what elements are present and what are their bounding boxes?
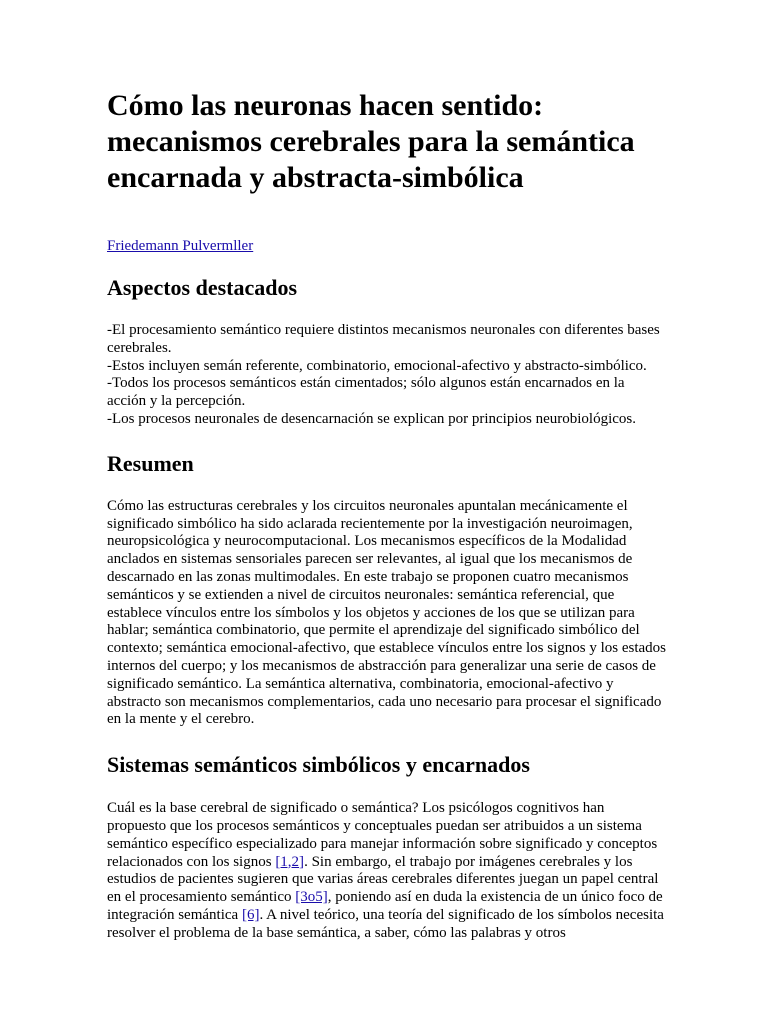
article bbox=[107, 88, 667, 943]
author-link[interactable]: Friedemann Pulvermller bbox=[107, 238, 254, 254]
highlight-item: -El procesamiento semántico requiere distintos mecanismos neuronales con diferentes bases cerebrales. bbox=[107, 322, 660, 356]
article-title: Cómo las neuronas hacen sentido: mecanismos cerebrales para la semántica encarnada y abstracta-simbólica bbox=[107, 89, 635, 194]
highlight-item: -Todos los procesos semánticos están cimentados; sólo algunos están encarnados en la acción y la percepción. bbox=[107, 375, 625, 410]
author-line bbox=[107, 237, 667, 255]
section-text: , poniendo así en duda la existencia de un único foco de integración semántica bbox=[107, 889, 663, 923]
citation-link[interactable]: [1,2] bbox=[275, 853, 305, 870]
abstract-heading: Resumen bbox=[107, 450, 194, 476]
highlights-heading: Aspectos destacados bbox=[107, 275, 298, 300]
highlight-item: -Estos incluyen semán referente, combinatorio, emocional-afectivo y abstracto-simbólico. bbox=[107, 357, 647, 374]
abstract-text: Cómo las estructuras cerebrales y los circuitos neuronales apuntalan mecánicamente el significado simbólico ha sido aclarada recientemente por la investigación neuroimagen, neuropsicológica y neurocomputacional. Los mecanismos específicos de la Modalidad anclados en sistemas sensoriales parecen ser relevantes, al igual que los mecanismos de descarnado en las zonas multimodales. En este trabajo se proponen cuatro mecanismos semánticos y se extienden a nivel de circuitos neuronales: semántica referencial, que establece vínculos entre los símbolos y los objetos y acciones de los que se utilizan para hablar; semántica combinatorio, que permite el aprendizaje del significado simbólico del contexto; semántica emocional-afectivo, que establece vínculos entre los signos y los estados internos del cuerpo; y los mecanismos de abstracción para generalizar una serie de casos de significado semántico. La semántica alternativa, combinatoria, emocional-afectivo y abstracto son mecanismos complementarios, cada uno necesario para procesar el significado en la mente y el cerebro. bbox=[107, 497, 666, 728]
highlight-item: -Los procesos neuronales de desencarnación se explican por principios neurobiológicos. bbox=[107, 410, 636, 427]
section-text: Cuál es la base cerebral de significado o semántica? Los psicólogos cognitivos han propuesto que los procesos semánticos y conceptuales puedan ser atribuidos a un sistema semántico específico especializado para manejar información sobre significado y conceptos relacionados con los signos bbox=[107, 800, 658, 870]
section-heading: Sistemas semánticos simbólicos y encarnados bbox=[107, 752, 530, 778]
section-paragraph bbox=[107, 800, 667, 942]
section-text: . Sin embargo, el trabajo por imágenes cerebrales y los estudios de pacientes sugieren que varias áreas cerebrales diferentes juegan un papel central en el procesamiento semántico bbox=[107, 853, 659, 906]
citation-link[interactable]: [3o5] bbox=[295, 889, 328, 906]
highlights-list bbox=[107, 322, 667, 429]
section-text: . A nivel teórico, una teoría del significado de los símbolos necesita resolver el problema de la base semántica, a saber, cómo las palabras y otros bbox=[107, 906, 664, 941]
citation-link[interactable]: [6] bbox=[241, 906, 260, 923]
